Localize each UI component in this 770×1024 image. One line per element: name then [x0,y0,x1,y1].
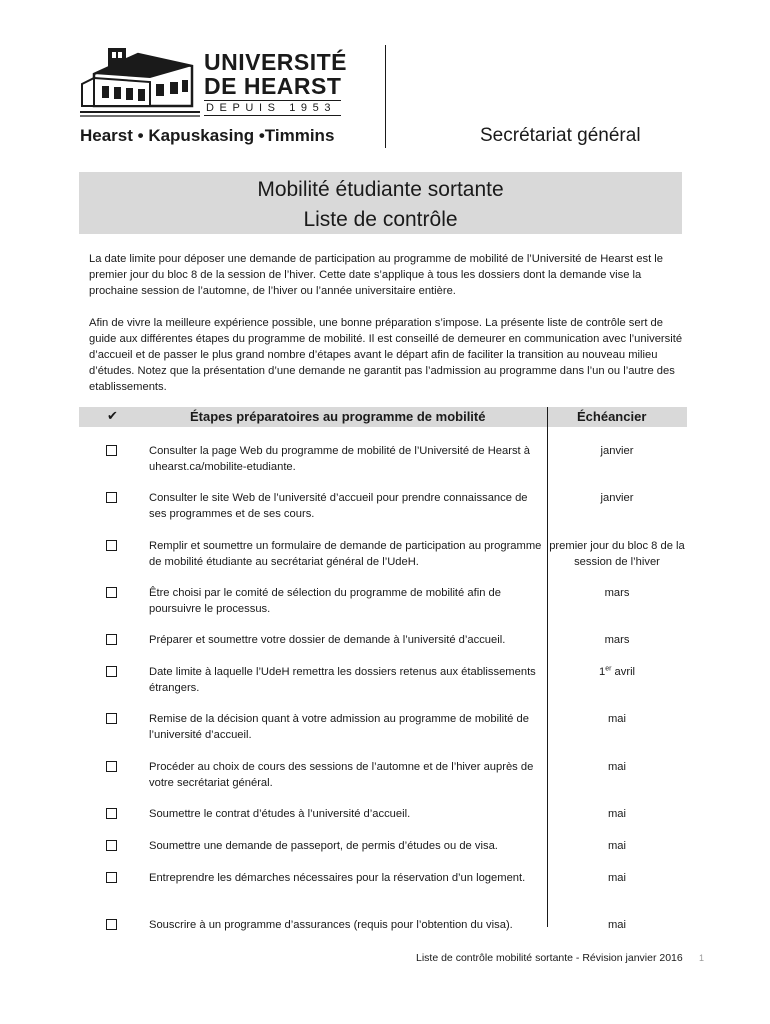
step-checkbox[interactable] [106,587,117,598]
university-name-line1: UNIVERSITÉ [204,49,348,75]
step-schedule: mai [607,761,627,773]
step-text: Date limite à laquelle l’UdeH remettra les dossiers retenus aux établissements étrangers. [149,666,536,694]
step-text: Remise de la décision quant à votre admission au programme de mobilité de l’université d’accueil. [149,713,529,741]
step-checkbox[interactable] [106,540,117,551]
building-logo-icon [80,44,200,120]
step-schedule: mai [607,840,627,852]
step-checkbox[interactable] [106,666,117,677]
step-schedule: mai [607,919,627,931]
step-text: Procéder au choix de cours des sessions de l’automne et de l’hiver auprès de votre secrétariat général. [149,761,534,789]
step-checkbox[interactable] [106,761,117,772]
step-schedule: janvier [600,492,634,504]
page-number: 1 [699,953,705,963]
step-text: Soumettre le contrat d’études à l’université d’accueil. [149,808,411,820]
step-schedule: mai [607,872,627,884]
campus-list: Hearst • Kapuskasing •Timmins [80,126,335,145]
university-logo [80,42,350,122]
university-name-line2: DE HEARST [204,73,342,99]
table-header [79,407,687,427]
university-name [204,50,347,98]
step-checkbox[interactable] [106,492,117,503]
step-schedule: mars [604,587,630,599]
logo-rule [204,100,341,101]
step-schedule: mai [607,808,627,820]
schedule-ordinal: er [605,665,612,673]
step-schedule: premier jour du bloc 8 de la session de l’hiver [549,540,685,568]
intro-paragraph-guide: Afin de vivre la meilleure expérience possible, une bonne préparation s’impose. La présente liste de contrôle sert de guide aux différentes étapes du programme de mobilité. Il est conseillé de demeurer en communication avec l’université d’accueil et de passer le plus grand nombre d’étapes avant le départ afin de faciliter la transition au nouveau milieu d’études. Notez que la présentation d’une demande ne garantit pas l’admission au programme dans l’un ou l’autre des etablissements. [89,317,683,393]
schedule-column-header: Échéancier [577,409,647,424]
check-column-header: ✔ [107,408,118,423]
step-checkbox[interactable] [106,634,117,645]
schedule-day: 1 [598,666,606,678]
department-name: Secrétariat général [480,125,641,146]
step-checkbox[interactable] [106,840,117,851]
step-text: Remplir et soumettre un formulaire de demande de participation au programme de mobilité étudiante au secrétariat général de l’UdeH. [149,540,542,568]
step-text: Entreprendre les démarches nécessaires pour la réservation d’un logement. [149,872,526,884]
step-checkbox[interactable] [106,919,117,930]
document-title [79,172,682,234]
step-checkbox[interactable] [106,808,117,819]
title-line2: Liste de contrôle [303,208,458,231]
logo-rule-bottom [204,115,341,116]
step-text: Soumettre une demande de passeport, de permis d’études ou de visa. [149,840,498,852]
schedule-month: avril [611,666,636,678]
step-checkbox[interactable] [106,872,117,883]
step-checkbox[interactable] [106,713,117,724]
step-text: Souscrire à un programme d’assurances (requis pour l’obtention du visa). [149,919,513,931]
step-schedule: janvier [600,445,634,457]
step-text: Préparer et soumettre votre dossier de demande à l’université d’accueil. [149,634,506,646]
intro-paragraph-deadline: La date limite pour déposer une demande de participation au programme de mobilité de l’Université de Hearst est le premier jour du bloc 8 de la session de l’hiver. Cette date s’applique à tous les dossiers dont la demande vise la prochaine session de l’automne, de l’hiver ou l’année universitaire entière. [89,253,663,297]
step-text: Consulter la page Web du programme de mobilité de l’Université de Hearst à uhearst.ca/mobilite-etudiante. [149,445,530,473]
step-text: Être choisi par le comité de sélection du programme de mobilité afin de poursuivre le processus. [149,587,501,615]
step-checkbox[interactable] [106,445,117,456]
step-text: Consulter le site Web de l’université d’accueil pour prendre connaissance de ses programmes et de ses cours. [149,492,528,520]
step-schedule: mai [607,713,627,725]
logo-since: DEPUIS 1953 [206,102,337,114]
title-line1: Mobilité étudiante sortante [257,178,504,201]
steps-column-header: Étapes préparatoires au programme de mobilité [190,409,486,424]
step-schedule [547,664,687,680]
header-divider [385,45,386,148]
footer-revision: Liste de contrôle mobilité sortante - Révision janvier 2016 [416,952,683,964]
checklist-table [79,407,687,931]
step-schedule: mars [604,634,630,646]
